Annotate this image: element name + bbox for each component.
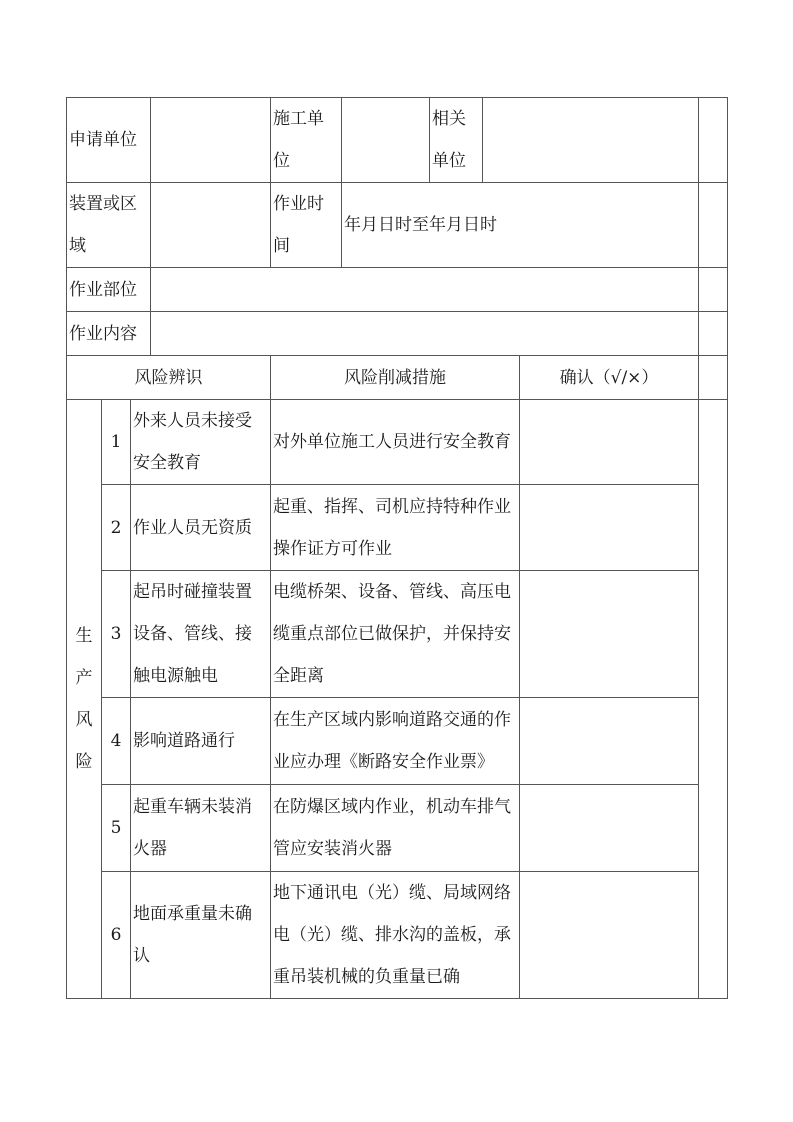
risk-row <box>67 571 728 698</box>
risk-row <box>67 698 728 785</box>
applicant-unit-label: 申请单位 <box>67 98 151 183</box>
risk-description: 外来人员未接受安全教育 <box>131 400 271 485</box>
risk-number: 3 <box>102 571 131 698</box>
right-margin-cell <box>699 312 728 356</box>
risk-number: 1 <box>102 400 131 485</box>
construction-unit-field[interactable] <box>342 98 430 183</box>
category-label: 生 产 风 险 <box>67 400 102 999</box>
risk-row <box>67 872 728 999</box>
col-mitigation: 风险削减措施 <box>271 356 520 400</box>
risk-number: 2 <box>102 485 131 571</box>
risk-number: 6 <box>102 872 131 999</box>
permit-form-table <box>66 97 728 999</box>
confirm-cell[interactable] <box>520 571 699 698</box>
applicant-unit-field[interactable] <box>151 98 271 183</box>
construction-unit-label: 施工单位 <box>271 98 342 183</box>
work-time-value[interactable]: 年月日时至年月日时 <box>342 183 699 268</box>
device-area-field[interactable] <box>151 183 271 268</box>
confirm-cell[interactable] <box>520 698 699 785</box>
device-area-label: 装置或区域 <box>67 183 151 268</box>
risk-table-header <box>67 356 728 400</box>
risk-description: 作业人员无资质 <box>131 485 271 571</box>
mitigation-measure: 地下通讯电（光）缆、局域网络电（光）缆、排水沟的盖板，承重吊装机械的负重量已确 <box>271 872 520 999</box>
mitigation-measure: 电缆桥架、设备、管线、高压电缆重点部位已做保护，并保持安全距离 <box>271 571 520 698</box>
right-margin-cell <box>699 268 728 312</box>
work-content-field[interactable] <box>151 312 699 356</box>
work-part-label: 作业部位 <box>67 268 151 312</box>
risk-row <box>67 400 728 485</box>
col-risk-identification: 风险辨识 <box>67 356 271 400</box>
header-row-units <box>67 98 728 183</box>
risk-number: 5 <box>102 785 131 872</box>
risk-description: 影响道路通行 <box>131 698 271 785</box>
risk-number: 4 <box>102 698 131 785</box>
related-unit-field[interactable] <box>483 98 699 183</box>
work-time-label: 作业时间 <box>271 183 342 268</box>
right-margin-cell <box>699 98 728 183</box>
mitigation-measure: 起重、指挥、司机应持特种作业操作证方可作业 <box>271 485 520 571</box>
mitigation-measure: 对外单位施工人员进行安全教育 <box>271 400 520 485</box>
risk-description: 地面承重量未确认 <box>131 872 271 999</box>
confirm-cell[interactable] <box>520 872 699 999</box>
col-confirm: 确认（√/×） <box>520 356 699 400</box>
confirm-cell[interactable] <box>520 485 699 571</box>
mitigation-measure: 在生产区域内影响道路交通的作业应办理《断路安全作业票》 <box>271 698 520 785</box>
header-row-area-time <box>67 183 728 268</box>
work-part-field[interactable] <box>151 268 699 312</box>
risk-description: 起重车辆未装消火器 <box>131 785 271 872</box>
confirm-cell[interactable] <box>520 400 699 485</box>
right-margin-cell <box>699 400 728 999</box>
risk-row <box>67 485 728 571</box>
header-row-work-part <box>67 268 728 312</box>
confirm-cell[interactable] <box>520 785 699 872</box>
risk-description: 起吊时碰撞装置设备、管线、接触电源触电 <box>131 571 271 698</box>
related-unit-label: 相关单位 <box>430 98 483 183</box>
right-margin-cell <box>699 183 728 268</box>
mitigation-measure: 在防爆区域内作业，机动车排气管应安装消火器 <box>271 785 520 872</box>
header-row-work-content <box>67 312 728 356</box>
work-content-label: 作业内容 <box>67 312 151 356</box>
risk-row <box>67 785 728 872</box>
right-margin-cell <box>699 356 728 400</box>
